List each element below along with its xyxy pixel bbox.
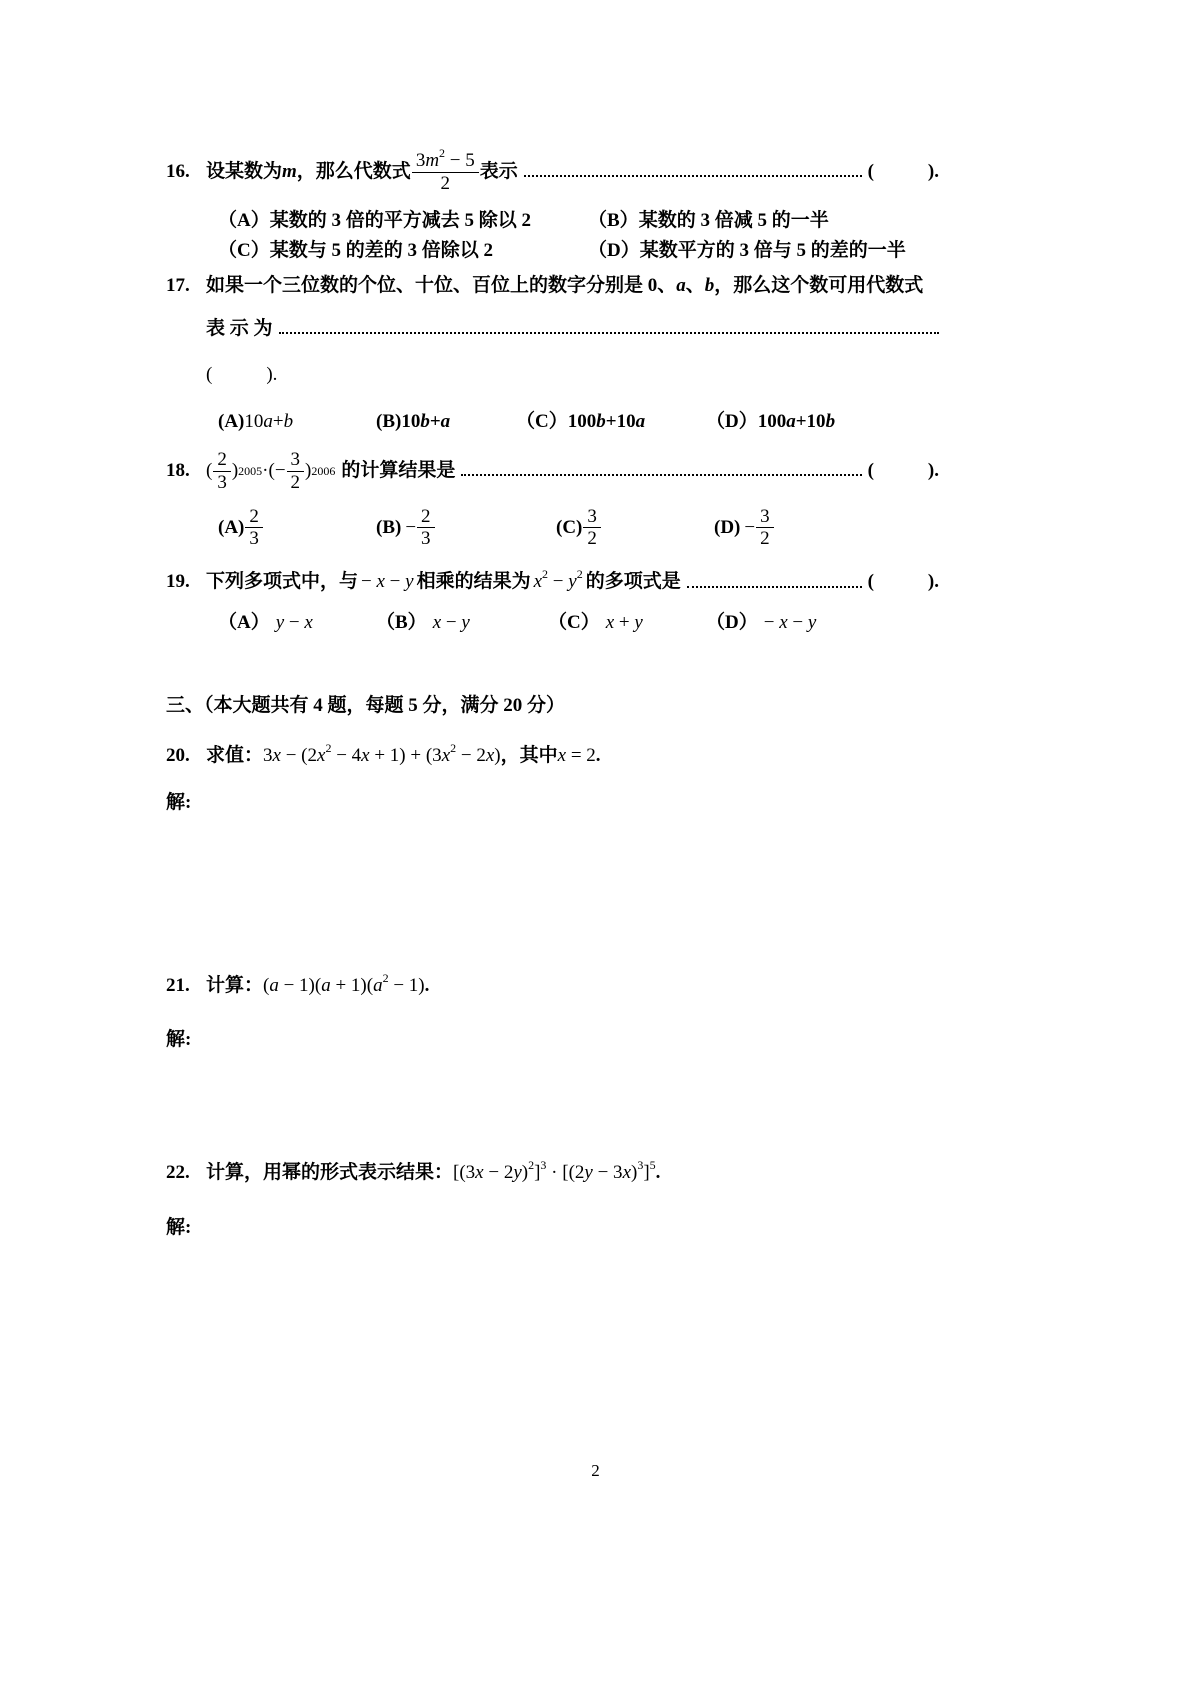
dot-leader bbox=[461, 474, 861, 476]
var: y bbox=[634, 611, 643, 633]
option-fraction bbox=[419, 506, 433, 551]
option-sign: − bbox=[744, 516, 756, 538]
term: ( bbox=[263, 974, 270, 996]
dot-leader bbox=[687, 586, 862, 588]
option-expr bbox=[276, 611, 313, 636]
var-a: a bbox=[373, 974, 383, 996]
q17-stem-line1 bbox=[206, 274, 939, 299]
q17-stem-text-a: 如果一个三位数的个位、十位、百位上的数字分别是 0、 bbox=[206, 275, 677, 297]
period: . bbox=[595, 745, 601, 767]
q19-options bbox=[166, 611, 939, 636]
term: − 3 bbox=[592, 1162, 623, 1183]
answer-bracket-right: ). bbox=[927, 161, 939, 182]
question-19 bbox=[166, 567, 939, 595]
var-x: x bbox=[361, 745, 370, 767]
minus-op: − bbox=[548, 571, 569, 593]
answer-bracket-left: ( bbox=[867, 161, 874, 182]
q22-stem-prefix: 计算，用幂的形式表示结果： bbox=[206, 1162, 454, 1183]
option-coef: 10 bbox=[244, 411, 264, 433]
answer-bracket-right: ). bbox=[927, 459, 939, 481]
denominator: 2 bbox=[287, 471, 305, 494]
numerator: 3 bbox=[290, 448, 301, 470]
op: − bbox=[441, 611, 462, 633]
question-21 bbox=[166, 970, 939, 999]
option-label: (B) bbox=[376, 516, 402, 538]
var-y: y bbox=[405, 571, 414, 593]
q19-stem bbox=[206, 567, 939, 595]
option-label: （D） bbox=[588, 240, 640, 262]
option-var: b bbox=[420, 411, 430, 433]
q16-fraction bbox=[414, 146, 477, 195]
option-var: a bbox=[786, 411, 796, 433]
question-22 bbox=[166, 1158, 939, 1186]
period: . bbox=[424, 974, 430, 996]
question-20 bbox=[166, 741, 939, 769]
q16-stem-suffix: 表示 bbox=[479, 161, 518, 182]
numerator: 3 bbox=[760, 505, 770, 527]
q18-option-c bbox=[556, 506, 714, 551]
option-var: a bbox=[440, 411, 451, 433]
question-16 bbox=[166, 146, 939, 195]
numerator: 2 bbox=[421, 505, 431, 527]
num-rest: − 5 bbox=[445, 150, 475, 171]
exponent: 2 bbox=[325, 741, 332, 756]
option-label: （C） bbox=[218, 240, 270, 262]
q20-stem-mid: ，其中 bbox=[500, 745, 558, 767]
q19-option-c bbox=[548, 611, 706, 636]
term: 3 bbox=[263, 745, 273, 767]
period: . bbox=[655, 1162, 661, 1183]
answer-label: 解: bbox=[166, 791, 192, 813]
term: ) bbox=[521, 1162, 529, 1183]
exponent: 3 bbox=[540, 1158, 547, 1172]
q17-option-c bbox=[516, 410, 706, 435]
q19-stem-suffix: 的多项式是 bbox=[585, 571, 681, 593]
q19-option-a bbox=[218, 611, 376, 636]
var: y bbox=[461, 611, 470, 633]
q17-var-b: b bbox=[704, 275, 715, 297]
denominator: 2 bbox=[583, 527, 601, 550]
q17-option-b bbox=[376, 410, 516, 435]
denominator: 2 bbox=[756, 527, 774, 550]
answer-bracket-left: ( bbox=[867, 571, 874, 593]
denominator: 3 bbox=[213, 471, 231, 494]
var: y bbox=[807, 611, 817, 633]
option-coef: 100 bbox=[567, 411, 597, 433]
answer-label: 解: bbox=[166, 1216, 192, 1238]
var-a: a bbox=[321, 974, 331, 996]
exponent: 2 bbox=[576, 567, 583, 582]
paren: ) bbox=[231, 459, 239, 481]
term: − 1) bbox=[388, 974, 425, 996]
q21-expression bbox=[263, 970, 425, 999]
option-label: (C) bbox=[556, 516, 583, 538]
minus-sign: − bbox=[361, 571, 372, 593]
question-number: 17. bbox=[166, 275, 190, 297]
q19-expression-1 bbox=[361, 570, 414, 595]
term: ) bbox=[494, 745, 501, 767]
answer-bracket-left: ( bbox=[867, 459, 874, 481]
term: ) bbox=[631, 1162, 638, 1183]
dot-operator: · bbox=[262, 459, 269, 481]
var: x bbox=[304, 611, 313, 633]
answer-bracket-left: ( bbox=[206, 364, 213, 386]
q17-separator: 、 bbox=[685, 275, 705, 297]
option-label: （C） bbox=[516, 411, 568, 433]
term: + 1) + (3 bbox=[369, 745, 442, 767]
option-sign: − bbox=[405, 516, 417, 538]
q22-stem bbox=[206, 1158, 939, 1186]
var-a: a bbox=[269, 974, 279, 996]
num-exp: 2 bbox=[439, 146, 446, 160]
term: − 1)( bbox=[278, 974, 322, 996]
term: [(3 bbox=[453, 1162, 476, 1183]
q20-stem-prefix: 求值： bbox=[206, 745, 264, 767]
term: ] bbox=[534, 1162, 541, 1183]
q17-answer-line bbox=[166, 363, 939, 388]
var-x: x bbox=[622, 1162, 631, 1183]
q19-option-d bbox=[706, 611, 816, 636]
term: + 1)( bbox=[330, 974, 374, 996]
option-label: （D） bbox=[706, 611, 758, 633]
q18-options bbox=[166, 506, 939, 551]
term: ] bbox=[643, 1162, 650, 1183]
q17-option-d bbox=[706, 410, 835, 435]
q18-fraction-1 bbox=[215, 449, 229, 494]
q19-stem-mid: 相乘的结果为 bbox=[416, 571, 531, 593]
var-y: y bbox=[513, 1162, 522, 1183]
option-label: （D） bbox=[706, 411, 758, 433]
q22-expression bbox=[453, 1158, 656, 1186]
question-18 bbox=[166, 449, 939, 494]
q20-condition bbox=[558, 744, 596, 769]
var-x: x bbox=[317, 745, 326, 767]
q18-stem bbox=[206, 449, 939, 494]
option-label: （C） bbox=[548, 611, 600, 633]
option-expr bbox=[433, 611, 470, 636]
option-expr bbox=[606, 611, 643, 636]
dot-leader bbox=[524, 175, 862, 177]
option-label: (A) bbox=[218, 411, 245, 433]
term: − 4 bbox=[331, 745, 362, 767]
term: − 2 bbox=[456, 745, 486, 767]
exponent: 2 bbox=[382, 970, 389, 985]
num-var: m bbox=[425, 150, 440, 171]
op: − bbox=[284, 611, 305, 633]
q20-expression bbox=[263, 741, 501, 769]
question-number: 19. bbox=[166, 571, 190, 593]
q16-options bbox=[166, 209, 939, 264]
q19-stem-prefix: 下列多项式中，与 bbox=[206, 571, 359, 593]
option-text: 某数的 3 倍的平方减去 5 除以 2 bbox=[269, 209, 531, 231]
exponent: 2 bbox=[528, 1158, 535, 1172]
option-label: （B） bbox=[588, 209, 639, 231]
answer-bracket-right: ). bbox=[266, 364, 278, 386]
option-label: (A) bbox=[218, 516, 245, 538]
q16-stem bbox=[206, 146, 939, 195]
q16-option-a bbox=[218, 209, 588, 234]
q18-option-d bbox=[714, 506, 775, 551]
option-var: a bbox=[635, 411, 646, 433]
var-y: y bbox=[568, 571, 577, 593]
option-coef: 10 bbox=[401, 411, 421, 433]
term: [(2 bbox=[562, 1162, 585, 1183]
q16-stem-var: m bbox=[282, 161, 297, 182]
exponent: 5 bbox=[649, 1158, 656, 1172]
question-number: 18. bbox=[166, 459, 190, 481]
var-x: x bbox=[475, 1162, 484, 1183]
exponent: 2 bbox=[450, 741, 457, 756]
section-header: 三、（本大题共有 4 题，每题 5 分，满分 20 分） bbox=[166, 694, 566, 716]
option-text: 某数的 3 倍减 5 的一半 bbox=[638, 209, 829, 231]
numerator: 3 bbox=[587, 505, 597, 527]
option-op: + bbox=[605, 411, 617, 433]
question-number: 21. bbox=[166, 974, 190, 996]
op: + bbox=[614, 611, 635, 633]
q20-stem bbox=[206, 741, 939, 769]
option-op: + bbox=[272, 411, 284, 433]
var-x: x bbox=[557, 745, 567, 767]
q17-stem-line2 bbox=[166, 317, 939, 342]
q16-fraction-numerator bbox=[414, 146, 477, 172]
option-fraction bbox=[758, 506, 772, 551]
term: − (2 bbox=[280, 745, 317, 767]
option-coef: 10 bbox=[616, 411, 636, 433]
denominator: 3 bbox=[417, 527, 435, 550]
q18-fraction-2 bbox=[289, 449, 303, 494]
option-fraction bbox=[247, 506, 261, 551]
option-label: （A） bbox=[218, 209, 270, 231]
exponent: 2 bbox=[542, 567, 549, 582]
q16-option-d bbox=[588, 239, 939, 264]
var-x: x bbox=[533, 571, 543, 593]
option-fraction bbox=[585, 506, 599, 551]
var-x: x bbox=[485, 745, 495, 767]
q18-expression: ( $\frac{2}{3}$ ) 2005 · ( − $\frac{3}{2}$ ) 2006 bbox=[206, 448, 336, 493]
option-label: （B） bbox=[376, 611, 427, 633]
var-y: y bbox=[584, 1162, 593, 1183]
minus-op: − bbox=[384, 571, 406, 593]
q17-stem-text-b: ，那么这个数可用代数式 bbox=[714, 275, 924, 297]
op: − bbox=[787, 611, 808, 633]
minus-sign: − bbox=[274, 459, 286, 481]
equals-value: = 2 bbox=[566, 745, 596, 767]
var: x bbox=[779, 611, 788, 633]
minus-sign: − bbox=[763, 611, 775, 633]
option-label: （A） bbox=[218, 611, 270, 633]
option-var: b bbox=[596, 411, 606, 433]
question-number: 22. bbox=[166, 1162, 190, 1183]
denominator: 3 bbox=[245, 527, 263, 550]
option-var: b bbox=[825, 411, 836, 433]
option-coef: 100 bbox=[757, 411, 787, 433]
option-text: 某数平方的 3 倍与 5 的差的一半 bbox=[639, 240, 906, 262]
option-label: (B) bbox=[376, 411, 402, 433]
q16-fraction-denominator: 2 bbox=[412, 172, 479, 195]
option-op: +10 bbox=[795, 411, 826, 433]
answer-label: 解: bbox=[166, 1029, 192, 1051]
q16-stem-mid: ，那么代数式 bbox=[296, 161, 411, 182]
var-x: x bbox=[441, 745, 451, 767]
question-number: 16. bbox=[166, 161, 190, 182]
exponent: 3 bbox=[637, 1158, 644, 1172]
q17-var-a: a bbox=[676, 275, 686, 297]
q19-expression-2 bbox=[533, 567, 583, 595]
dot-operator: · bbox=[546, 1162, 563, 1183]
option-var: a bbox=[263, 411, 273, 433]
num-coef: 3 bbox=[415, 150, 426, 171]
term: − 2 bbox=[483, 1162, 514, 1183]
q17-options bbox=[166, 410, 939, 435]
q16-stem-prefix: 设某数为 bbox=[206, 161, 283, 182]
q18-option-a bbox=[218, 506, 376, 551]
var: x bbox=[432, 611, 442, 633]
option-expr bbox=[764, 611, 817, 636]
q21-stem bbox=[206, 970, 939, 999]
page-number: 2 bbox=[591, 1461, 600, 1480]
q16-option-c bbox=[218, 239, 588, 264]
q17-stem-text-c: 表 示 为 bbox=[206, 317, 273, 339]
q18-stem-suffix: 的计算结果是 bbox=[341, 459, 456, 481]
q19-option-b bbox=[376, 611, 548, 636]
var: y bbox=[275, 611, 285, 633]
option-op: + bbox=[429, 411, 441, 433]
dot-leader bbox=[279, 332, 939, 334]
answer-bracket-right: ). bbox=[927, 571, 939, 593]
var-x: x bbox=[272, 745, 281, 767]
var: x bbox=[605, 611, 615, 633]
question-number: 20. bbox=[166, 745, 190, 767]
numerator: 2 bbox=[249, 505, 259, 527]
question-17 bbox=[166, 274, 939, 299]
option-label: (D) bbox=[714, 516, 741, 538]
q21-stem-prefix: 计算： bbox=[206, 974, 264, 996]
q18-option-b bbox=[376, 506, 556, 551]
paren: ) bbox=[305, 459, 312, 481]
q16-option-b bbox=[588, 209, 939, 234]
numerator: 2 bbox=[217, 448, 227, 470]
option-var: b bbox=[283, 411, 294, 433]
q17-option-a bbox=[218, 410, 376, 435]
var-x: x bbox=[376, 571, 385, 593]
paren: ( bbox=[268, 459, 275, 481]
paren: ( bbox=[206, 459, 213, 481]
option-text: 某数与 5 的差的 3 倍除以 2 bbox=[269, 240, 493, 262]
